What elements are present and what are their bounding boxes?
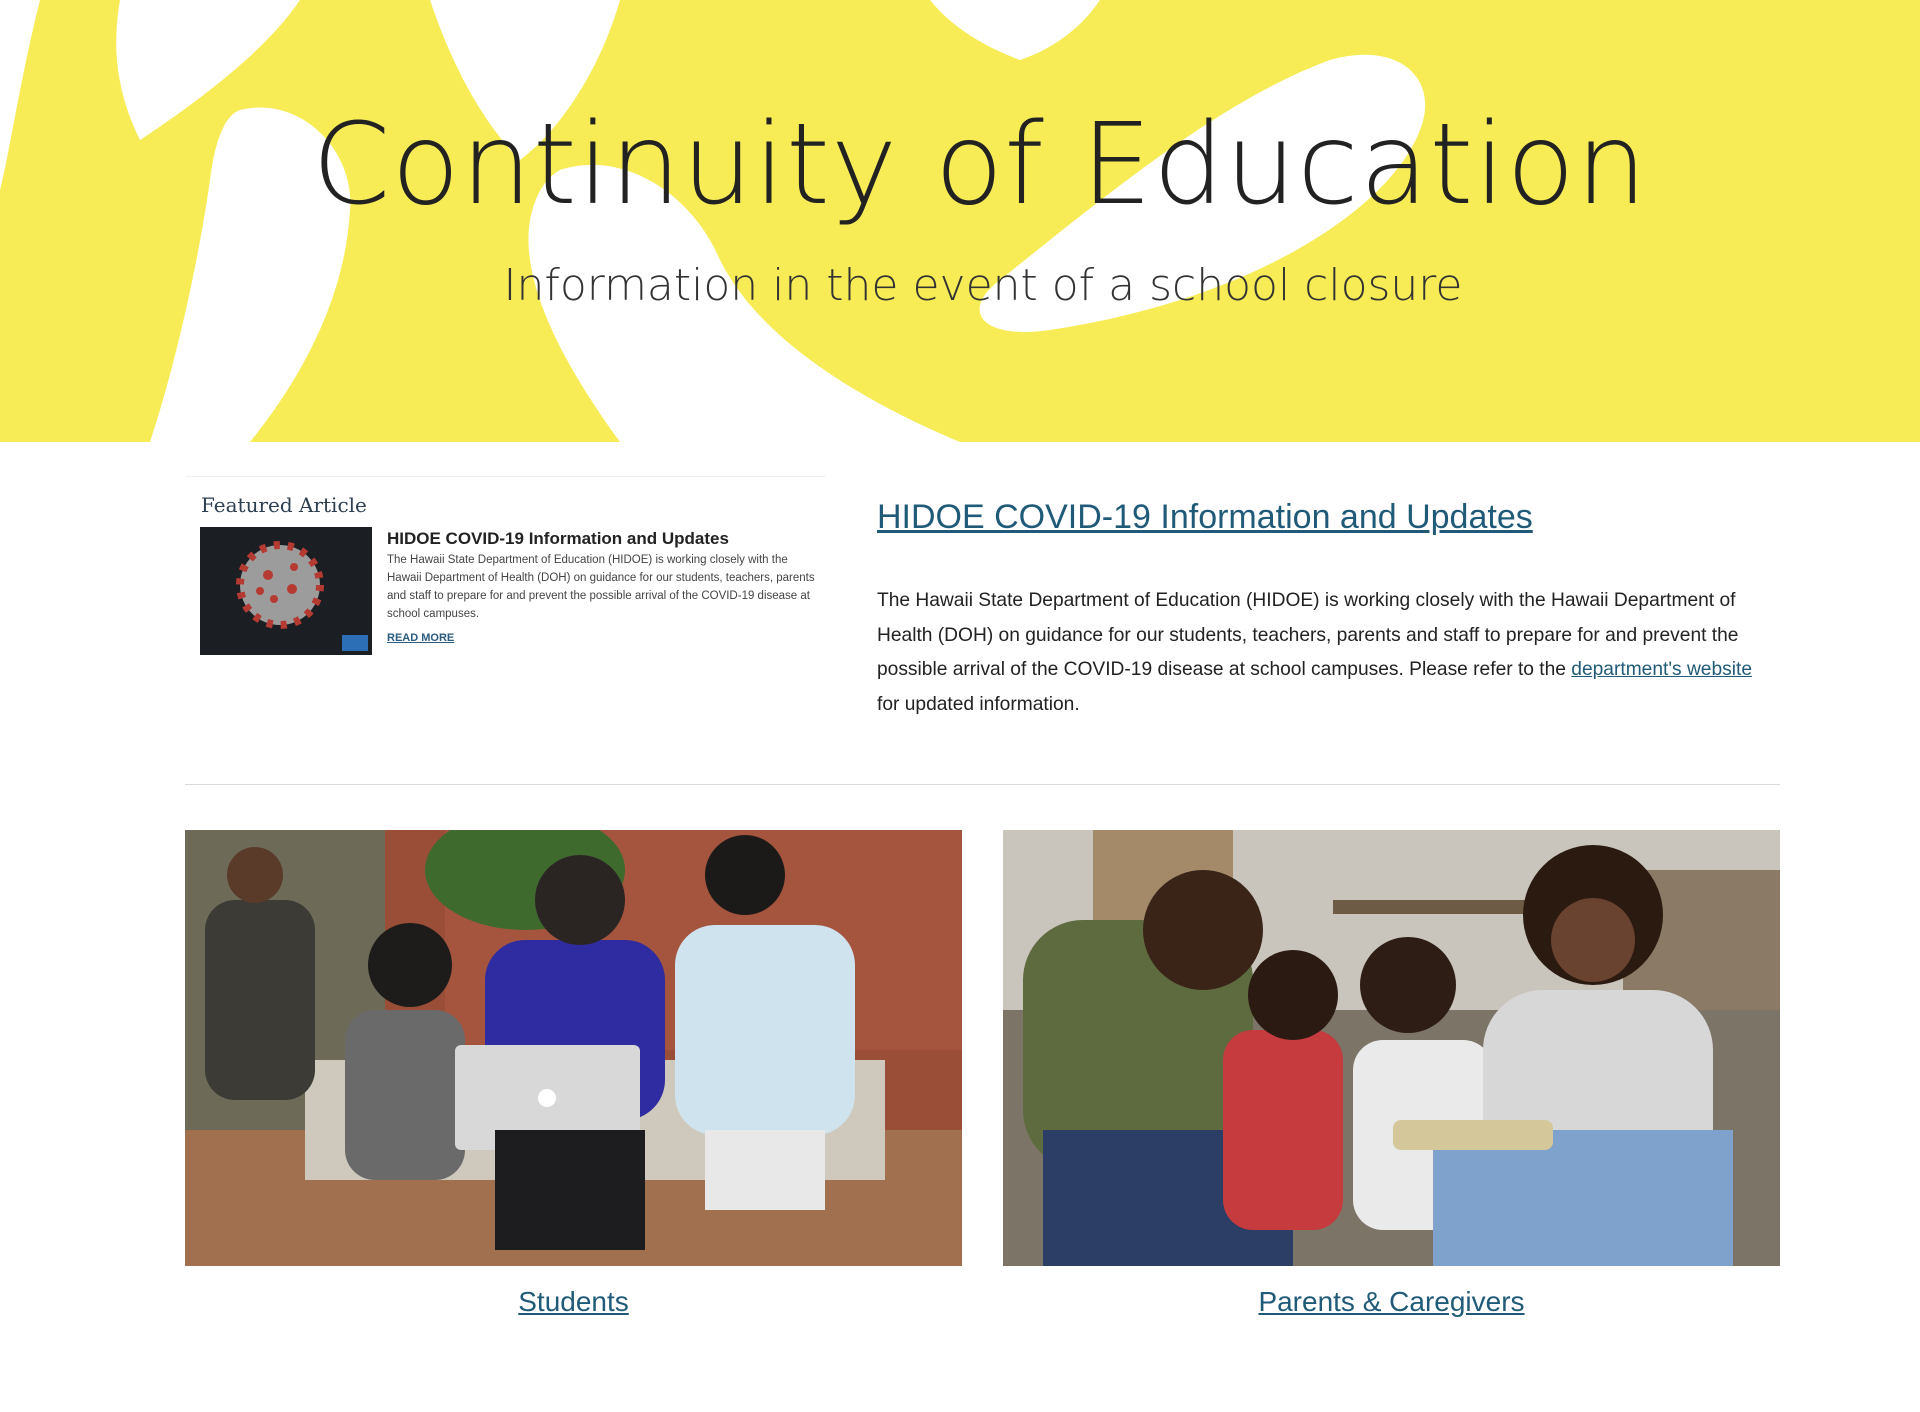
section-divider <box>185 784 1780 785</box>
featured-label: Featured Article <box>201 493 367 517</box>
students-link[interactable]: Students <box>518 1286 629 1317</box>
page-title: Continuity of Education <box>312 100 1648 230</box>
article-body-text-end: for updated information. <box>877 693 1080 715</box>
coronavirus-image <box>200 527 372 655</box>
page-subtitle: Information in the event of a school closure <box>503 260 1463 311</box>
covid-info-link[interactable]: HIDOE COVID-19 Information and Updates <box>877 498 1533 536</box>
family-reading-photo[interactable] <box>1003 830 1780 1266</box>
cdc-logo-icon <box>342 635 368 651</box>
article-body-text: The Hawaii State Department of Education (HIDOE) is working closely with the Hawaii Department of Health (DOH) on guidance for our students, teachers, parents and staff to prepare for and prevent the possible arrival of the COVID-19 disease at school campuses. Please refer to the <box>877 590 1739 680</box>
featured-title: HIDOE COVID-19 Information and Updates <box>387 529 729 548</box>
featured-article-card[interactable] <box>186 476 826 660</box>
article-body <box>877 584 1777 722</box>
parents-caregivers-link[interactable]: Parents & Caregivers <box>1258 1286 1525 1317</box>
students-laptop-photo[interactable] <box>185 830 962 1266</box>
hero-banner <box>0 0 1920 442</box>
featured-text: The Hawaii State Department of Education (HIDOE) is working closely with the Hawaii Department of Health (DOH) on guidance for our students, teachers, parents and staff to prepare for and prevent the possible arrival of the COVID-19 disease at school campuses. <box>387 554 815 620</box>
read-more-link[interactable]: READ MORE <box>387 632 455 644</box>
department-website-link[interactable]: department's website <box>1571 659 1753 680</box>
